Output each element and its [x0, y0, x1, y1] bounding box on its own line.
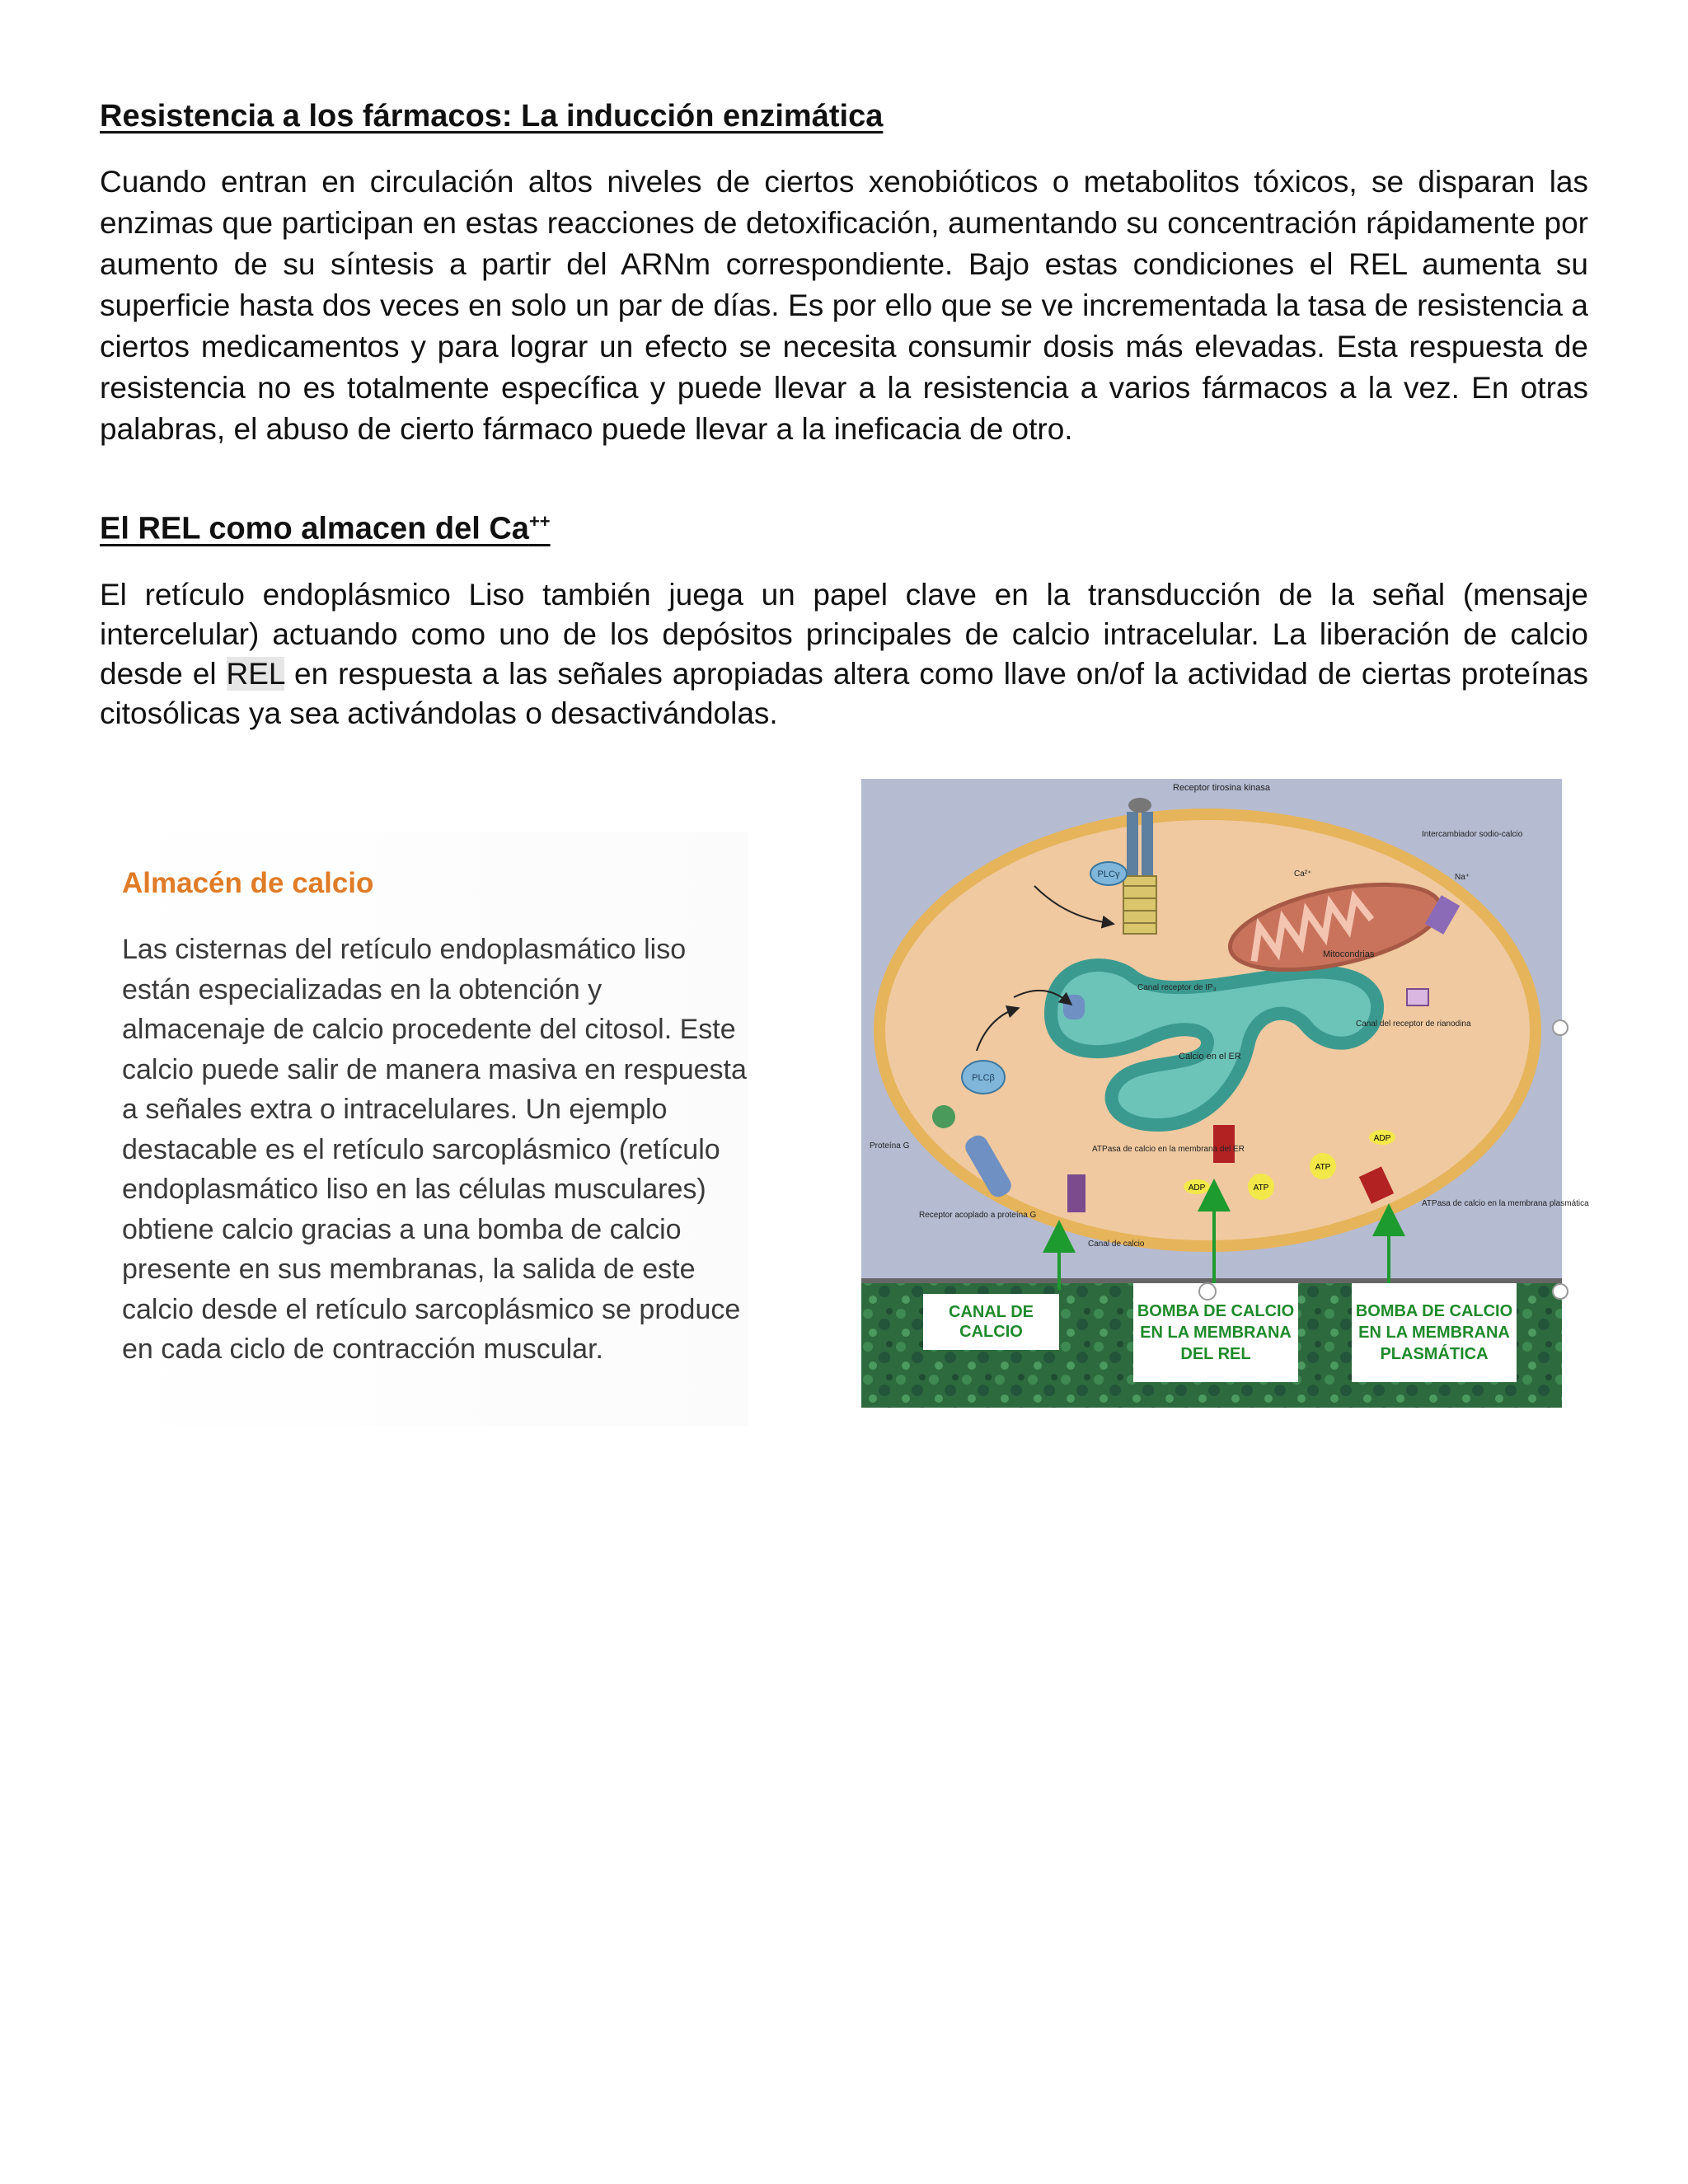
label-atpasa-er: ATPasa de calcio en la membrana del ER — [1092, 1145, 1245, 1154]
atp-label-1: ATP — [1253, 1183, 1269, 1193]
paragraph-enzyme-induction — [100, 162, 1588, 450]
rel-highlight: REL — [226, 657, 285, 691]
label-receptor-tirosina: Receptor tirosina kinasa — [1173, 783, 1271, 793]
heading-text: El REL como almacen del Ca — [100, 511, 529, 546]
resize-handle-right[interactable] — [1553, 1020, 1568, 1035]
box-bomba-pm-text: BOMBA DE CALCIO EN LA MEMBRANA PLASMÁTICA — [1355, 1302, 1513, 1363]
label-calcio-er: Calcio en el ER — [1179, 1052, 1241, 1062]
ryanodine-receptor-icon — [1407, 989, 1428, 1005]
label-canal-rianodina: Canal del receptor de rianodina — [1356, 1019, 1471, 1029]
g-protein-icon — [932, 1105, 955, 1128]
calcium-store-card — [106, 832, 748, 1426]
card-body: Las cisternas del retículo endoplasmático liso están especializadas en la obtención y almacenaje de calcio procedente del citosol. Este calcio puede salir de manera masiva en respuesta a señales extra o intracelulares. Un ejemplo destacable es el retículo sarcoplásmico (retículo endoplasmático liso en las células musculares) obtiene calcio gracias a una bomba de calcio presente en sus membranas, la salida de este calcio desde el retículo sarcoplásmico se produce en cada ciclo de contracción muscular. — [122, 934, 747, 1365]
label-mitocondrias: Mitocondrias — [1323, 949, 1375, 959]
paragraph-part-before: El retículo endoplásmico Liso también juega un papel clave en la transducción de la señal (mensaje intercelular) actuando como uno de los depósitos principales de calcio intracelular. La liberación de calcio desde el — [100, 578, 1588, 691]
label-intercambiador: Intercambiador sodio-calcio — [1422, 830, 1523, 839]
box-canal-text: CANAL DE CALCIO — [949, 1303, 1034, 1341]
er-calcium-atpase-icon — [1213, 1125, 1235, 1163]
label-ca-1: Ca²⁺ — [1294, 869, 1312, 879]
paragraph-enzyme-induction-text: Cuando entran en circulación altos niveles de ciertos xenobióticos o metabolitos tóxicos, se disparan las enzimas que participan en estas reacciones de detoxificación, aumentando su concentración rápidamente por aumento de su síntesis a partir del ARNm correspondiente. Bajo estas condiciones el REL aumenta su superficie hasta dos veces en solo un par de días. Es por ello que se ve incrementada la tasa de resistencia a ciertos medicamentos y para lograr un efecto se necesita consumir dosis más elevadas. Esta respuesta de resistencia no es totalmente específica y puede llevar a la resistencia a varios fármacos a la vez. En otras palabras, el abuso de cierto fármaco puede llevar a la ineficacia de otro. — [100, 165, 1588, 446]
section-heading-drug-resistance: Resistencia a los fármacos: La inducción enzimática — [100, 99, 884, 134]
label-canal-calcio-small: Canal de calcio — [1088, 1240, 1145, 1249]
resize-handle-corner[interactable] — [1553, 1284, 1568, 1299]
plc-gamma-label: PLCγ — [1097, 869, 1120, 879]
card-title: Almacén de calcio — [122, 867, 374, 899]
label-na: Na⁺ — [1455, 873, 1470, 882]
paragraph-calcium-role-text — [100, 575, 1588, 733]
atp-label-2: ATP — [1315, 1163, 1331, 1172]
label-atpasa-pm: ATPasa de calcio en la membrana plasmática — [1422, 1199, 1589, 1208]
label-canal-ip3: Canal receptor de IP₃ — [1137, 983, 1217, 992]
plc-beta-label: PLCβ — [972, 1073, 995, 1083]
ip3-receptor-channel-icon — [1063, 995, 1085, 1019]
heading-superscript: ++ — [528, 511, 551, 532]
calcium-signaling-diagram — [861, 779, 1589, 1408]
paragraph-calcium-role — [100, 575, 1588, 733]
label-receptor-g: Receptor acoplado a proteína G — [919, 1211, 1037, 1220]
adp-label-1: ADP — [1188, 1183, 1206, 1193]
adp-label-2: ADP — [1373, 1134, 1391, 1143]
calcium-channel-icon — [1067, 1174, 1085, 1212]
section-heading-calcium-store — [100, 511, 551, 547]
resize-handle-bottom[interactable] — [1199, 1283, 1216, 1300]
box-bomba-rel-text: BOMBA DE CALCIO EN LA MEMBRANA DEL REL — [1137, 1302, 1295, 1363]
label-proteina-g: Proteína G — [870, 1141, 910, 1151]
paragraph-part-after: en respuesta a las señales apropiadas altera como llave on/of la actividad de ciertas proteínas citosólicas ya sea activándolas o desactivándolas. — [100, 657, 1589, 730]
